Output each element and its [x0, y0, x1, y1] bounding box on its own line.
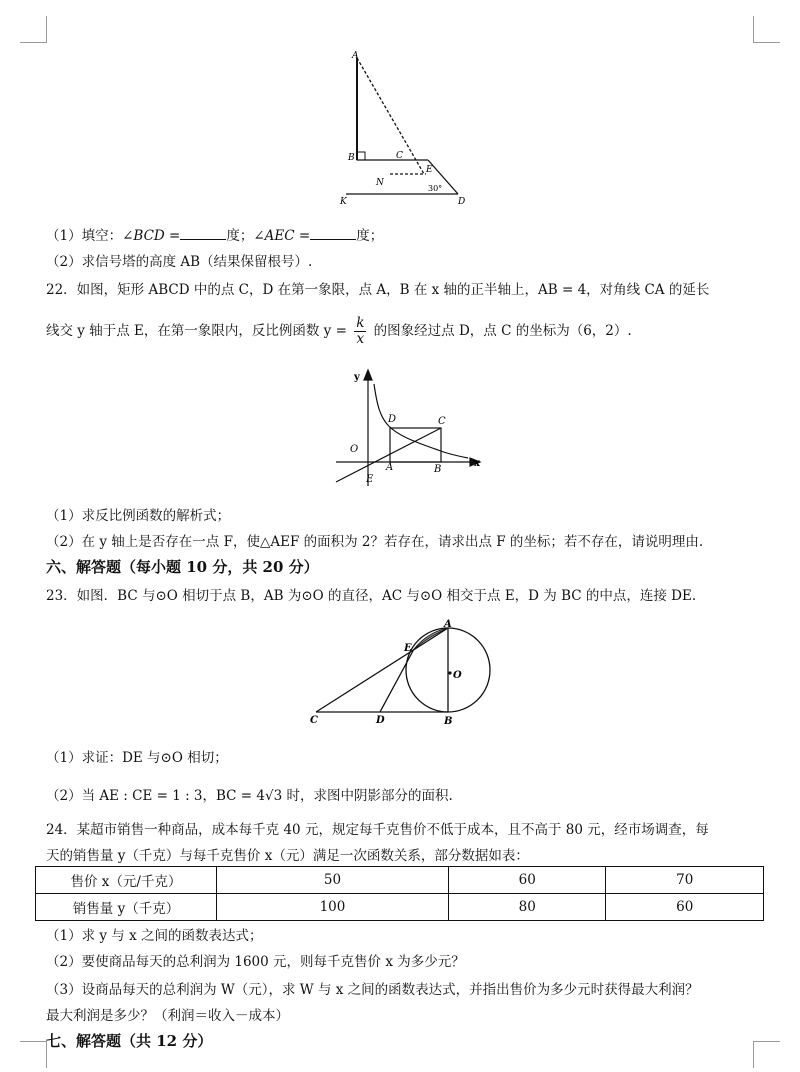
figure-q21-tower	[330, 48, 480, 210]
section-6-heading: 六、解答题（每小题 10 分，共 20 分）	[46, 558, 319, 576]
q22-stem-before: 线交 y 轴于点 E，在第一象限内，反比例函数 y =	[46, 323, 347, 339]
fig21-label-a: A	[352, 51, 359, 61]
fig22-label-y: y	[354, 372, 360, 383]
fraction-numerator: k	[356, 315, 365, 331]
fig22-label-b: B	[434, 464, 442, 475]
table-row	[36, 867, 764, 894]
crop-mark-top-left	[20, 16, 47, 43]
q24-stem-line2: 天的销售量 y（千克）与每千克售价 x（元）满足一次函数关系，部分数据如表：	[46, 848, 529, 864]
fraction-denominator: x	[356, 331, 365, 347]
fig21-label-e: E	[426, 165, 433, 175]
fig23-label-o: O	[453, 670, 462, 681]
table-row-header: 销售量 y（千克）	[36, 894, 217, 921]
fig21-label-n: N	[376, 178, 384, 188]
section-7-heading: 七、解答题（共 12 分）	[46, 1032, 213, 1050]
q24-part3-line1: （3）设商品每天的总利润为 W（元），求 W 与 x 之间的函数表达式，并指出售价为多少元时获得最大利润？	[46, 982, 699, 998]
q21-angle-bcd: ∠BCD =	[122, 228, 181, 244]
q23-stem: 23．如图．BC 与⊙O 相切于点 B，AB 为⊙O 的直径，AC 与⊙O 相交于点 E，D 为 BC 的中点，连接 DE.	[46, 588, 697, 604]
fig23-label-b: B	[444, 716, 453, 727]
q24-stem-line1: 24．某超市销售一种商品，成本每千克 40 元，规定每千克售价不低于成本，且不高于 80 元，经市场调查，每	[46, 822, 709, 838]
blank-aec	[310, 227, 356, 240]
figure-q22-coordinate	[334, 366, 484, 492]
center-dot-o	[448, 671, 451, 674]
crop-mark-top-right	[753, 16, 780, 43]
table-cell: 80	[448, 894, 606, 921]
q23-part1: （1）求证：DE 与⊙O 相切；	[46, 750, 228, 766]
figure-q23-circle	[304, 614, 500, 730]
q24-data-table	[35, 866, 764, 921]
fig22-label-o: O	[350, 444, 359, 455]
fig22-label-c: C	[438, 416, 446, 427]
q21-part2: （2）求信号塔的高度 AB（结果保留根号）.	[46, 254, 313, 270]
q22-part2: （2）在 y 轴上是否存在一点 F，使△AEF 的面积为 2？若存在，请求出点 F 的坐标；若不存在，请说明理由.	[46, 534, 704, 550]
fig23-label-e: E	[404, 643, 412, 654]
q22-stem-after: 的图象经过点 D，点 C 的坐标为（6，2）.	[373, 323, 632, 339]
q22-stem-line2	[46, 316, 632, 347]
fig21-label-b: B	[348, 153, 355, 163]
q21-part1-prefix: （1）填空：	[46, 228, 123, 244]
table-row-header: 售价 x（元/千克）	[36, 867, 217, 894]
q22-part1: （1）求反比例函数的解析式；	[46, 508, 231, 524]
fig22-label-x: x	[474, 458, 480, 469]
fig23-label-d: D	[376, 715, 385, 726]
fig23-label-c: C	[310, 715, 318, 726]
table-cell: 100	[217, 894, 449, 921]
q22-stem-line1: 22．如图，矩形 ABCD 中的点 C，D 在第一象限，点 A，B 在 x 轴的正半轴上，AB = 4，对角线 CA 的延长	[46, 282, 710, 298]
crop-mark-bottom-left	[20, 1041, 47, 1068]
q21-part1	[46, 224, 383, 244]
fig22-label-e: E	[366, 474, 374, 485]
blank-bcd	[180, 227, 226, 240]
table-cell: 60	[448, 867, 606, 894]
fig23-label-a: A	[444, 619, 452, 630]
table-cell: 50	[217, 867, 449, 894]
fig22-label-d: D	[388, 414, 397, 425]
q24-part2: （2）要使商品每天的总利润为 1600 元，则每千克售价 x 为多少元？	[46, 954, 465, 970]
crop-mark-bottom-right	[753, 1041, 780, 1068]
fig21-label-d: D	[458, 197, 466, 207]
table-cell: 70	[606, 867, 764, 894]
q24-part3-line2: 最大利润是多少？（利润＝收入－成本）	[46, 1008, 289, 1024]
q23-part2: （2）当 AE : CE = 1 : 3，BC = 4√3 时，求图中阴影部分的面积.	[46, 788, 453, 804]
fraction-k-over-x	[354, 316, 366, 347]
q21-unit-1: 度；	[226, 228, 254, 244]
q21-unit-2: 度；	[356, 228, 384, 244]
q21-angle-aec: ∠AEC =	[253, 228, 311, 244]
table-cell: 60	[606, 894, 764, 921]
table-row	[36, 894, 764, 921]
fig21-label-k: K	[340, 197, 347, 207]
fig21-label-c: C	[396, 151, 403, 161]
fig21-label-angle: 30°	[428, 184, 443, 193]
q24-part1: （1）求 y 与 x 之间的函数表达式；	[46, 928, 263, 944]
fig22-label-a: A	[386, 462, 394, 473]
